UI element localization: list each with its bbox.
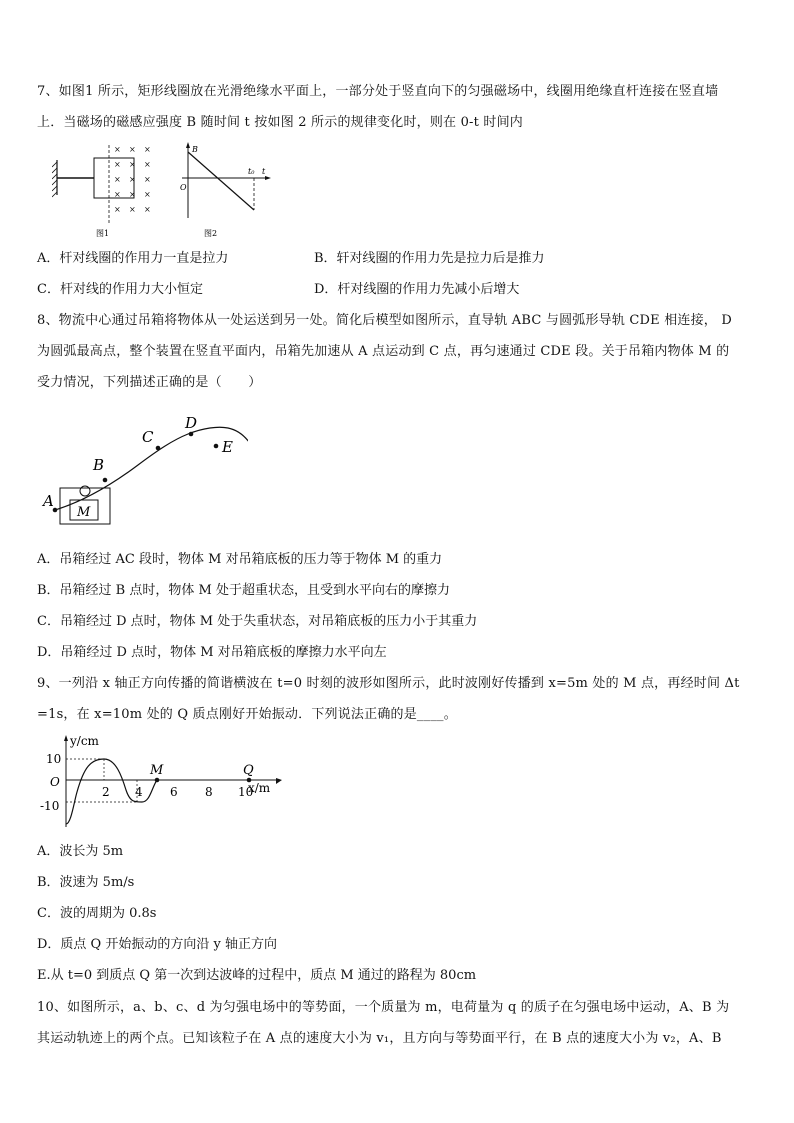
q9-stem-line2: =1s，在 x=10m 处的 Q 质点刚好开始振动．下列说法正确的是____。 (37, 707, 457, 722)
q9-fig-origin: O (50, 775, 60, 789)
svg-text:×: × (129, 145, 136, 154)
q7-option-a[interactable]: A．杆对线圈的作用力一直是拉力 (37, 251, 229, 266)
q9-fig-xtick-8: 8 (205, 785, 213, 799)
q9-wave-figure (36, 732, 286, 832)
q8-fig-label-m: M (77, 505, 91, 520)
q8-option-c[interactable]: C．吊箱经过 D 点时，物体 M 处于失重状态，对吊箱底板的压力小于其重力 (37, 614, 478, 629)
q9-fig-y-label: y/cm (70, 734, 99, 748)
q9-option-c[interactable]: C．波的周期为 0.8s (37, 906, 157, 921)
q10-stem-line1: 10、如图所示，a、b、c、d 为匀强电场中的等势面，一个质量为 m，电荷量为 q 的质子在匀强电场中运动，A、B 为 (37, 1000, 730, 1015)
svg-text:×: × (129, 190, 136, 199)
q7-option-c[interactable]: C．杆对线的作用力大小恒定 (37, 282, 203, 297)
svg-text:×: × (114, 190, 121, 199)
q7-figure2 (174, 140, 284, 240)
q8-fig-label-e: E (222, 438, 233, 456)
q8-fig-label-c: C (142, 428, 154, 446)
q7-figure1 (52, 140, 152, 240)
q9-option-d[interactable]: D．质点 Q 开始振动的方向沿 y 轴正方向 (37, 937, 277, 952)
q9-option-b[interactable]: B．波速为 5m/s (37, 875, 135, 890)
q9-stem-line1: 9、一列沿 x 轴正方向传播的简谐横波在 t=0 时刻的波形如图所示，此时波刚好传播到 x=5m 处的 M 点，再经时间 Δt (37, 676, 740, 691)
svg-text:×: × (114, 175, 121, 184)
svg-text:×: × (144, 160, 151, 169)
q7-stem-line1: 7、如图1 所示，矩形线圈放在光滑绝缘水平面上，一部分处于竖直向下的匀强磁场中，线圈用绝缘直杆连接在竖直墙 (37, 84, 719, 99)
q9-option-e[interactable]: E.从 t=0 到质点 Q 第一次到达波峰的过程中，质点 M 通过的路程为 80cm (37, 968, 477, 983)
q7-fig2-t0: t₀ (248, 167, 255, 176)
svg-text:×: × (144, 175, 151, 184)
q8-option-a[interactable]: A．吊箱经过 AC 段时，物体 M 对吊箱底板的压力等于物体 M 的重力 (37, 552, 443, 567)
q10-stem-line2: 其运动轨迹上的两个点。已知该粒子在 A 点的速度大小为 v₁，且方向与等势面平行，在 B 点的速度大小为 v₂，A、B (37, 1031, 722, 1046)
svg-text:×: × (129, 160, 136, 169)
q9-fig-ytick-10: 10 (46, 752, 62, 766)
q8-fig-label-b: B (93, 456, 105, 474)
svg-text:×: × (114, 205, 121, 214)
svg-text:×: × (129, 175, 136, 184)
q8-option-d[interactable]: D．吊箱经过 D 点时，物体 M 对吊箱底板的摩擦力水平向左 (37, 645, 387, 660)
q7-fig2-origin: O (180, 183, 187, 192)
q9-fig-ytick-neg10: -10 (40, 799, 60, 813)
q8-fig-label-d: D (185, 414, 198, 432)
q8-fig-label-a: A (43, 492, 54, 510)
q9-fig-xtick-10: 10 (238, 785, 254, 799)
q9-fig-point-q: Q (243, 763, 254, 778)
q8-figure (38, 410, 248, 530)
q8-option-b[interactable]: B．吊箱经过 B 点时，物体 M 处于超重状态，且受到水平向右的摩擦力 (37, 583, 450, 598)
q9-fig-point-m: M (150, 763, 164, 778)
q9-fig-x-label: x/m (248, 781, 271, 795)
q7-fig2-axis-y: B (192, 145, 198, 154)
svg-text:×: × (144, 205, 151, 214)
svg-text:×: × (144, 190, 151, 199)
svg-text:×: × (114, 160, 121, 169)
svg-text:×: × (144, 145, 151, 154)
q7-option-b[interactable]: B．轩对线圈的作用力先是拉力后是推力 (314, 251, 545, 266)
q7-stem-line2: 上．当磁场的磁感应强度 B 随时间 t 按如图 2 所示的规律变化时，则在 0-t 时间内 (37, 115, 523, 130)
q7-fig2-caption: 图2 (204, 229, 218, 238)
q7-fig1-caption: 图1 (96, 229, 110, 238)
q7-fig2-axis-x: t (262, 167, 266, 176)
q9-fig-xtick-2: 2 (102, 785, 110, 799)
q9-option-a[interactable]: A．波长为 5m (37, 844, 124, 859)
q8-stem-line1: 8、物流中心通过吊箱将物体从一处运送到另一处。简化后模型如图所示，直导轨 ABC 与圆弧形导轨 CDE 相连接， D (37, 313, 732, 328)
q9-fig-xtick-4: 4 (135, 785, 143, 799)
svg-text:×: × (129, 205, 136, 214)
q8-stem-line3: 受力情况，下列描述正确的是（ ） (37, 375, 262, 390)
q9-fig-xtick-6: 6 (170, 785, 178, 799)
svg-text:×: × (114, 145, 121, 154)
q7-option-d[interactable]: D．杆对线圈的作用力先减小后增大 (314, 282, 520, 297)
q8-stem-line2: 为圆弧最高点，整个装置在竖直平面内，吊箱先加速从 A 点运动到 C 点，再匀速通过 CDE 段。关于吊箱内物体 M 的 (37, 344, 730, 359)
